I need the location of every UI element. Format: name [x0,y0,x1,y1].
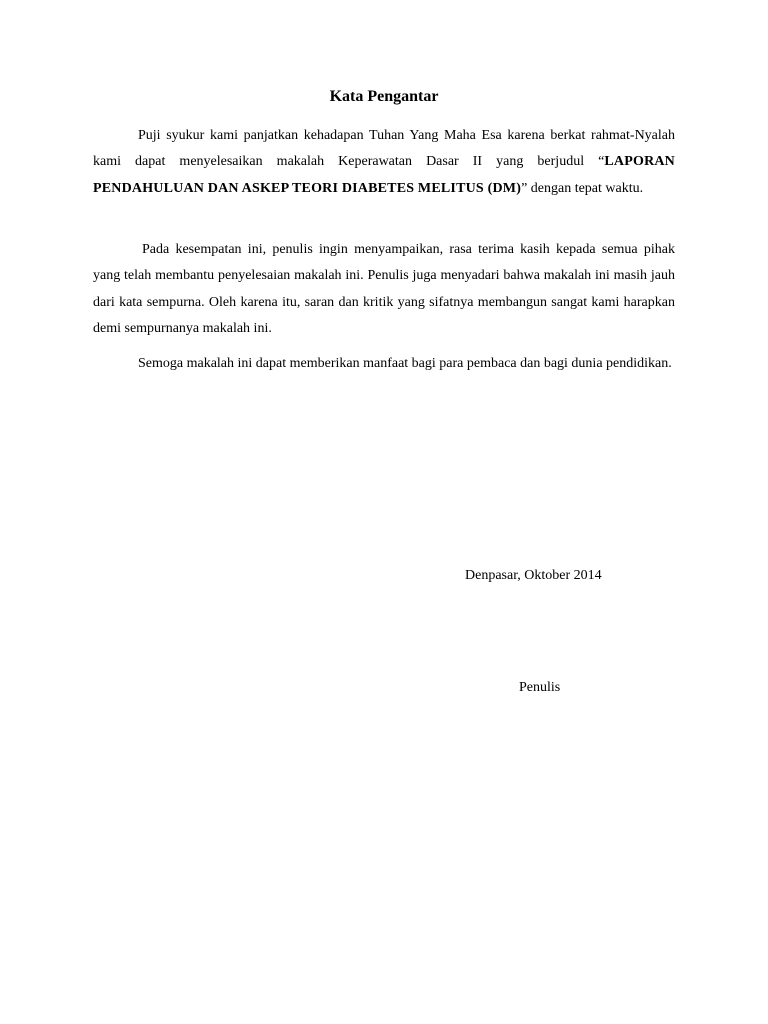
place-date: Denpasar, Oktober 2014 [465,568,602,583]
paragraph-gratitude-ending: ” dengan tepat waktu. [521,180,644,196]
report-title: LAPORAN PENDAHULUAN DAN ASKEP TEORI DIABETES MELITUS (DM) [93,154,675,196]
paragraph-thanks-text: Pada kesempatan ini, penulis ingin menyampaikan, rasa terima kasih kepada semua pihak yang telah membantu penyelesaian makalah ini. Penulis juga menyadari bahwa makalah ini masih jauh dari kata sempurna. Oleh karena itu, saran dan kritik yang sifatnya membangun sangat kami harapkan demi sempurnanya makalah ini. [93,242,675,336]
paragraph-thanks [93,237,675,342]
paragraph-closing [93,351,675,377]
paragraph-gratitude [93,123,675,202]
author-signature: Penulis [519,680,561,695]
paragraph-closing-text: Semoga makalah ini dapat memberikan manfaat bagi para pembaca dan bagi dunia pendidikan. [138,356,672,371]
paragraph-gratitude-text: Puji syukur kami panjatkan kehadapan Tuhan Yang Maha Esa karena berkat rahmat-Nyalah kami dapat menyelesaikan makalah Keperawatan Dasar II yang berjudul “ [93,128,675,170]
page-title: Kata Pengantar [329,88,439,105]
